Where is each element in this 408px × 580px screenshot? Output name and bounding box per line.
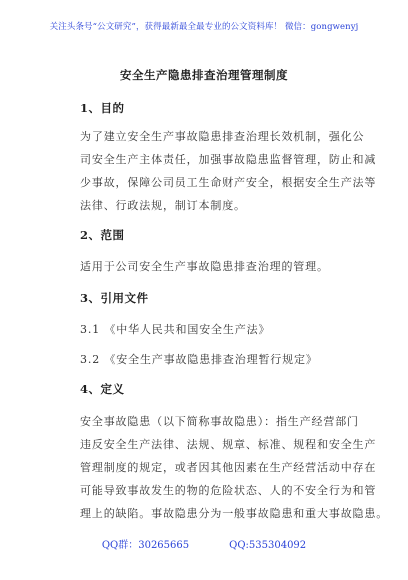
section-heading-purpose: 1、目的 [80, 101, 125, 115]
footer-qq-group: QQ群：30265665 [101, 540, 190, 551]
definition-line-3: 管理制度的规定，或者因其他因素在生产经营活动中存在 [80, 461, 377, 474]
definition-line-2: 违反安全生产法律、法规、规章、标准、规程和安全生产 [80, 438, 377, 451]
definition-line-4: 可能导致事故发生的物的危险状态、人的不安全行为和管 [80, 484, 377, 497]
reference-item-1: 3.1 《中华人民共和国安全生产法》 [80, 323, 271, 336]
section-heading-scope: 2、范围 [80, 228, 125, 242]
section-heading-references: 3、引用文件 [80, 291, 149, 305]
purpose-line-1: 为了建立安全生产事故隐患排查治理长效机制，强化公 [80, 130, 365, 143]
definition-line-1: 安全事故隐患（以下简称事故隐患）：指生产经营部门 [80, 415, 359, 428]
definition-line-5: 理上的缺陷。事故隐患分为一般事故隐患和重大事故隐患。 [80, 507, 389, 520]
reference-item-2: 3.2 《安全生产事故隐患排查治理暂行规定》 [80, 353, 318, 366]
purpose-line-2: 司安全生产主体责任，加强事故隐患监督管理，防止和减 [80, 153, 377, 166]
purpose-line-3: 少事故，保障公司员工生命财产安全，根据安全生产法等 [80, 176, 377, 189]
section-heading-definitions: 4、定义 [80, 382, 125, 396]
footer-contact [0, 536, 408, 551]
purpose-line-4: 法律、行政法规，制订本制度。 [80, 199, 246, 212]
header-note: 关注头条号“公文研究”，获得最新最全最专业的公文资料库！ 微信：gongwenyj [49, 22, 359, 32]
footer-qq: QQ:535304092 [229, 540, 307, 551]
scope-line-1: 适用于公司安全生产事故隐患排查治理的管理。 [80, 260, 329, 273]
document-title: 安全生产隐患排查治理管理制度 [120, 68, 288, 82]
